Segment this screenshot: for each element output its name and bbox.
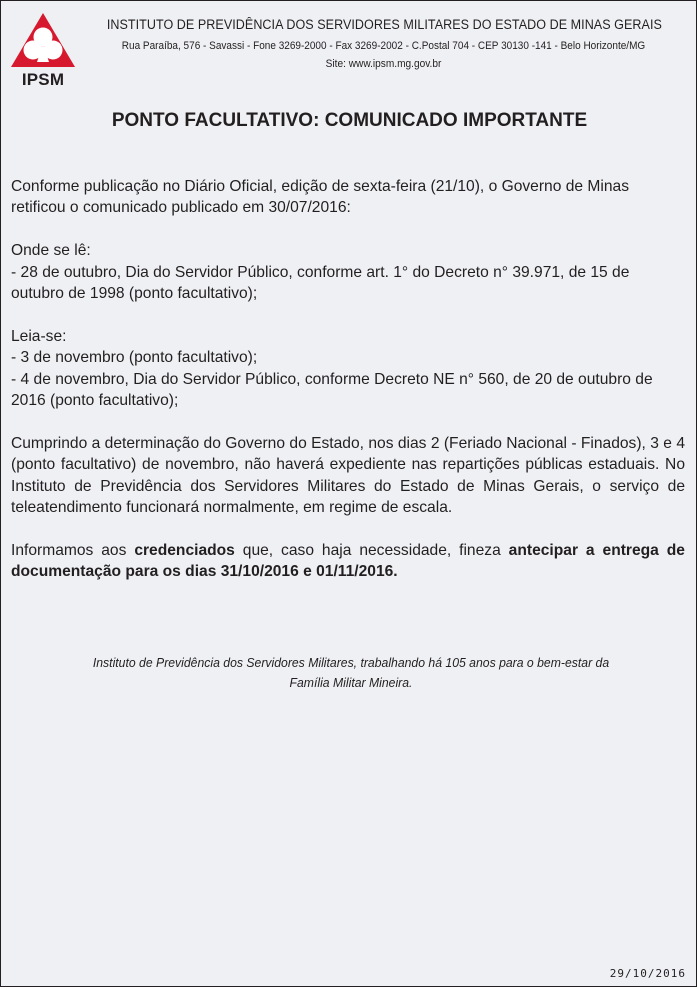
motto-line-2: Família Militar Mineira. <box>289 675 413 690</box>
leia-item-1: - 3 de novembro (ponto facultativo); <box>11 349 258 367</box>
institution-site: Site: www.ipsm.mg.gov.br <box>325 58 442 70</box>
institution-name: INSTITUTO DE PREVIDÊNCIA DOS SERVIDORES MILITARES DO ESTADO DE MINAS GERAIS <box>106 17 662 32</box>
leia-item-2: - 4 de novembro, Dia do Servidor Público, conforme Decreto NE n° 560, de 20 de outubro de 2016 (ponto facultativo); <box>11 370 653 410</box>
onde-label: Onde se lê: <box>11 242 91 260</box>
info-bold-antecipar: antecipar a entrega de documentação para os dias 31/10/2016 e 01/11/2016. <box>11 541 685 581</box>
onde-se-le-block <box>11 240 685 304</box>
ipsm-logo <box>9 10 77 90</box>
footer-motto <box>50 653 652 693</box>
motto-line-1: Instituto de Previdência dos Servidores Militares, trabalhando há 105 anos para o bem-estar da <box>92 655 610 670</box>
informamos-paragraph <box>11 540 685 583</box>
triangle-emblem-icon <box>9 10 77 70</box>
intro-paragraph: Conforme publicação no Diário Oficial, edição de sexta-feira (21/10), o Governo de Minas retificou o comunicado publicado em 30/07/2016: <box>11 178 630 217</box>
document-body <box>11 176 685 604</box>
info-text-1: Informamos aos <box>11 541 135 559</box>
institution-address: Rua Paraíba, 576 - Savassi - Fone 3269-2000 - Fax 3269-2002 - C.Postal 704 - CEP 30130 -141 - Belo Horizonte/MG <box>121 40 646 52</box>
info-text-2: que, caso haja necessidade, fineza <box>234 541 509 559</box>
onde-item: - 28 de outubro, Dia do Servidor Público, conforme art. 1° do Decreto n° 39.971, de 15 de outubro de 1998 (ponto facultativo); <box>11 263 630 303</box>
cumprindo-paragraph: Cumprindo a determinação do Governo do Estado, nos dias 2 (Feriado Nacional - Finados), 3 e 4 (ponto facultativo) de novembro, não haverá expediente nas repartições públicas estaduais. No Instituto de Previdência dos Servidores Militares do Estado de Minas Gerais, o serviço de teleatendimento funcionará normalmente, em regime de escala. <box>11 434 685 517</box>
leia-label: Leia-se: <box>11 327 67 345</box>
publication-date: 29/10/2016 <box>609 967 686 980</box>
leia-se-block <box>11 326 685 412</box>
logo-text: IPSM <box>21 70 65 89</box>
page-title: PONTO FACULTATIVO: COMUNICADO IMPORTANTE <box>111 110 588 131</box>
info-bold-credenciados: credenciados <box>134 541 235 559</box>
